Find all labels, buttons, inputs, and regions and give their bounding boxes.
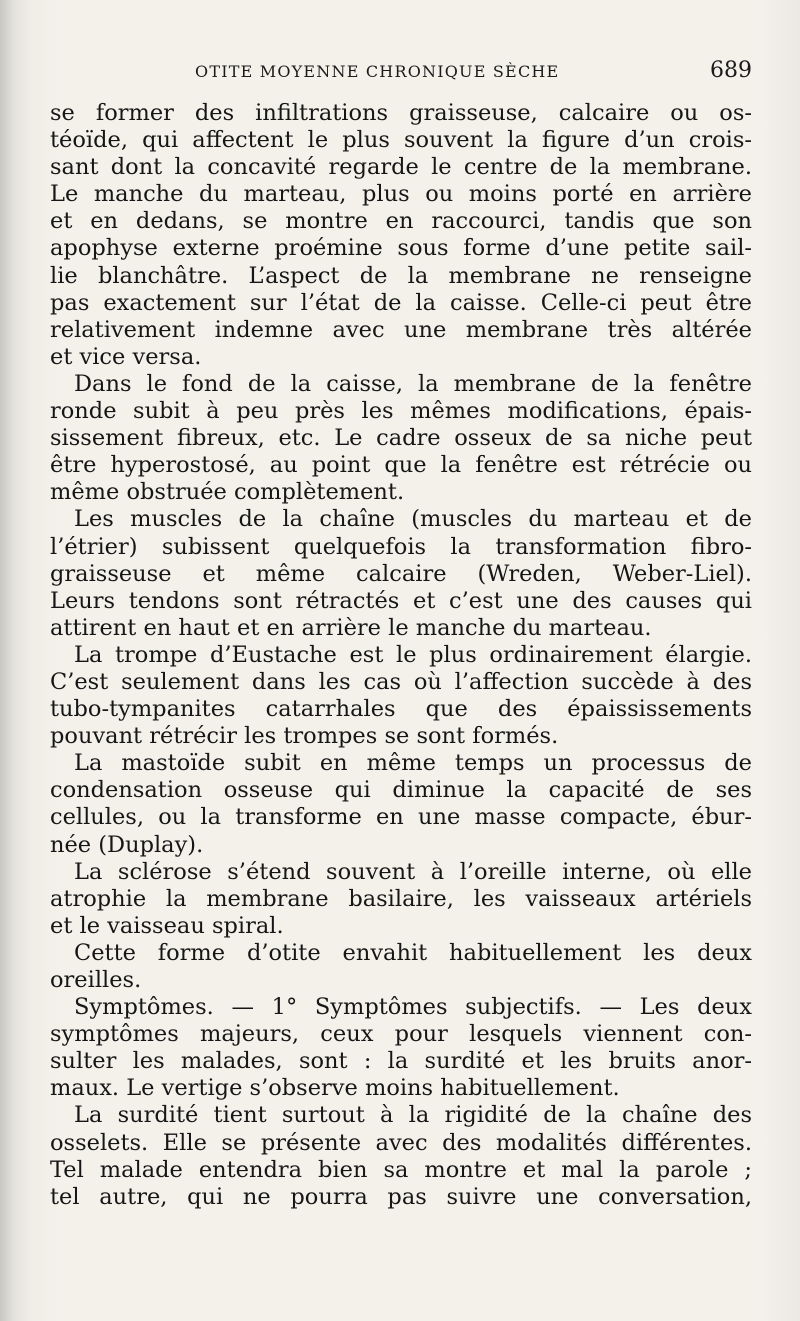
body-text (50, 100, 752, 1211)
text-line: être hyperostosé, au point que la fenêtre est rétrécie ou (50, 452, 752, 479)
text-line: Tel malade entendra bien sa montre et mal la parole ; (50, 1156, 752, 1183)
page-number: 689 (710, 58, 752, 83)
running-title: OTITE MOYENNE CHRONIQUE SÈCHE (195, 62, 560, 81)
text-line: pas exactement sur l’état de la caisse. Celle-ci peut être (50, 289, 752, 316)
text-line: Le manche du marteau, plus ou moins porté en arrière (50, 181, 752, 208)
text-line: graisseuse et même calcaire (Wreden, Weber-Liel). (50, 560, 752, 587)
text-line: sissement fibreux, etc. Le cadre osseux de sa niche peut (50, 425, 752, 452)
text-line: l’étrier) subissent quelquefois la transformation fibro- (50, 533, 752, 560)
text-line: téoïde, qui affectent le plus souvent la figure d’un crois- (50, 127, 752, 154)
text-line: se former des infiltrations graisseuse, calcaire ou os- (50, 100, 752, 126)
text-line: lie blanchâtre. L’aspect de la membrane ne renseigne (50, 262, 752, 289)
text-line: Dans le fond de la caisse, la membrane de la fenêtre (74, 370, 752, 397)
text-line: symptômes majeurs, ceux pour lesquels viennent con- (50, 1021, 752, 1048)
text-line: Leurs tendons sont rétractés et c’est une des causes qui (50, 587, 752, 614)
text-line: osselets. Elle se présente avec des modalités différentes. (50, 1129, 752, 1156)
text-line: même obstruée complètement. (50, 479, 405, 506)
text-line: née (Duplay). (50, 831, 204, 858)
text-line: et en dedans, se montre en raccourci, tandis que son (50, 208, 752, 235)
text-line: cellules, ou la transforme en une masse compacte, ébur- (50, 804, 752, 831)
text-line: et le vaisseau spiral. (50, 912, 284, 939)
text-line: Les muscles de la chaîne (muscles du marteau et de (74, 506, 752, 533)
page-header (195, 58, 752, 88)
text-line: sulter les malades, sont : la surdité et les bruits anor- (50, 1048, 752, 1075)
text-line: attirent en haut et en arrière le manche du marteau. (50, 614, 652, 641)
text-line: sant dont la concavité regarde le centre de la membrane. (50, 154, 752, 181)
text-line: relativement indemne avec une membrane très altérée (50, 316, 752, 343)
text-line: La sclérose s’étend souvent à l’oreille interne, où elle (74, 858, 752, 885)
text-line: et vice versa. (50, 343, 202, 370)
text-line: maux. Le vertige s’observe moins habituellement. (50, 1075, 620, 1102)
text-line: La trompe d’Eustache est le plus ordinairement élargie. (74, 641, 752, 668)
text-line: tubo-tympanites catarrhales que des épaississements (50, 696, 752, 723)
text-line: tel autre, qui ne pourra pas suivre une conversation, (50, 1183, 752, 1210)
text-line: ronde subit à peu près les mêmes modifications, épais- (50, 398, 752, 425)
text-line: La surdité tient surtout à la rigidité de la chaîne des (74, 1102, 752, 1129)
text-line: C’est seulement dans les cas où l’affection succède à des (50, 668, 752, 695)
text-line: atrophie la membrane basilaire, les vaisseaux artériels (50, 885, 752, 912)
text-line: La mastoïde subit en même temps un processus de (74, 750, 752, 777)
section-heading-line: Symptômes. — 1° Symptômes subjectifs. — Les deux (74, 994, 752, 1021)
text-line: oreilles. (50, 967, 142, 993)
text-line: pouvant rétrécir les trompes se sont formés. (50, 723, 559, 750)
text-line: Cette forme d’otite envahit habituellement les deux (74, 939, 752, 966)
text-line: condensation osseuse qui diminue la capacité de ses (50, 777, 752, 804)
text-line: apophyse externe proémine sous forme d’une petite sail- (50, 235, 752, 262)
